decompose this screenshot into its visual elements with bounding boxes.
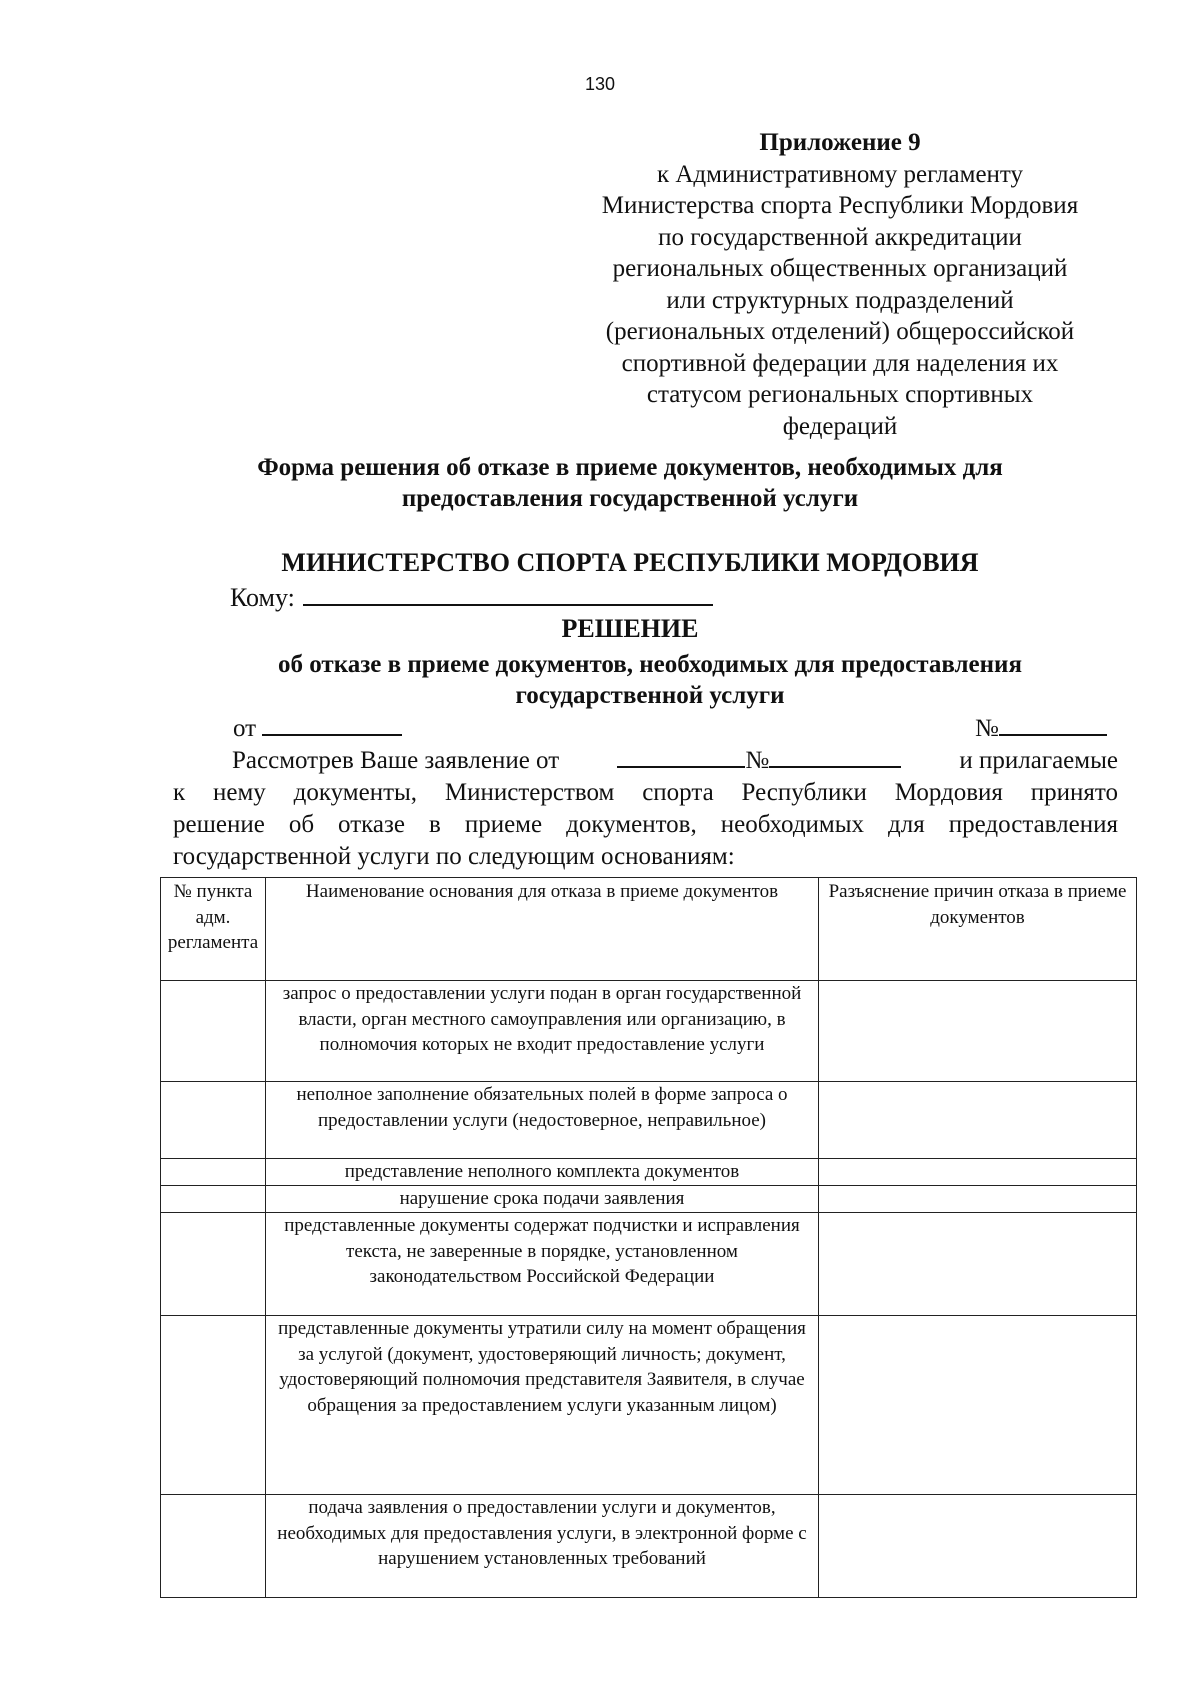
clause-number-cell[interactable] [161, 981, 266, 1082]
explanation-cell[interactable] [819, 1082, 1137, 1159]
form-title [170, 452, 1090, 514]
reason-cell: подача заявления о предоставлении услуги и документов, необходимых для предоставления услуги, в электронной форме с нарушением установленных требований [266, 1495, 819, 1598]
clause-number-cell[interactable] [161, 1186, 266, 1213]
clause-number-cell[interactable] [161, 1495, 266, 1598]
body-line: государственной услуги по следующим основаниям: [173, 843, 735, 870]
explanation-cell[interactable] [819, 1186, 1137, 1213]
number-blank[interactable] [999, 714, 1107, 736]
explanation-cell[interactable] [819, 1316, 1137, 1495]
reason-cell: представленные документы содержат подчистки и исправления текста, не заверенные в порядке, установленном законодательством Российской Федерации [266, 1213, 819, 1316]
application-number-blank[interactable] [769, 746, 901, 768]
appendix-block [560, 127, 1120, 442]
clause-number-cell[interactable] [161, 1316, 266, 1495]
table-row [161, 1495, 1137, 1598]
decision-title: РЕШЕНИЕ [561, 614, 699, 643]
recipient-line [230, 582, 713, 613]
reason-cell: представление неполного комплекта документов [266, 1159, 819, 1186]
body-line: решение об отказе в приеме документов, необходимых для предоставления [173, 811, 1118, 838]
table-row [161, 1082, 1137, 1159]
clause-number-cell[interactable] [161, 1082, 266, 1159]
reason-cell: представленные документы утратили силу на момент обращения за услугой (документ, удостоверяющий личность; документ, удостоверяющий полномочия представителя Заявителя, в случае обращения за предоставлением услуги указанным лицом) [266, 1316, 819, 1495]
appendix-line: Министерства спорта Республики Мордовия [601, 192, 1079, 219]
appendix-line: (региональных отделений) общероссийской [605, 318, 1075, 345]
clause-number-cell[interactable] [161, 1159, 266, 1186]
appendix-line: к Административному регламенту [656, 160, 1024, 188]
number-label: № [975, 715, 999, 742]
table-header-row [161, 878, 1137, 981]
table-row [161, 1159, 1137, 1186]
appendix-line: статусом региональных спортивных [646, 381, 1034, 408]
form-title-line: предоставления государственной услуги [401, 485, 859, 512]
appendix-line: по государственной аккредитации [658, 223, 1022, 251]
body-line [173, 745, 1118, 777]
reasons-table [160, 877, 1137, 1598]
form-title-line: Форма решения об отказе в приеме документов, необходимых для [257, 454, 1003, 481]
reason-cell: неполное заполнение обязательных полей в форме запроса о предоставлении услуги (недостоверное, неправильное) [266, 1082, 819, 1159]
appendix-line: федераций [782, 412, 898, 440]
date-line [233, 714, 402, 743]
recipient-label: Кому: [230, 583, 295, 612]
reason-cell: нарушение срока подачи заявления [266, 1186, 819, 1213]
appendix-line: спортивной федерации для наделения их [621, 349, 1059, 377]
date-label: от [233, 715, 257, 742]
body-text-part: и прилагаемые [959, 747, 1118, 774]
body-paragraph [173, 745, 1118, 873]
decision-subtitle [200, 649, 1100, 711]
decision-subtitle-line: об отказе в приеме документов, необходимых для предоставления [278, 651, 1022, 678]
ministry-name: МИНИСТЕРСТВО СПОРТА РЕСПУБЛИКИ МОРДОВИЯ [281, 548, 979, 577]
explanation-cell[interactable] [819, 981, 1137, 1082]
date-blank[interactable] [262, 714, 402, 736]
reason-cell: запрос о предоставлении услуги подан в орган государственной власти, орган местного самоуправления или организацию, в полномочия которых не входит предоставление услуги [266, 981, 819, 1082]
application-date-blank[interactable] [617, 746, 745, 768]
recipient-blank[interactable] [303, 582, 713, 606]
table-row [161, 1316, 1137, 1495]
table-row [161, 1213, 1137, 1316]
header-cell: № пункта адм. регламента [161, 878, 266, 981]
explanation-cell[interactable] [819, 1495, 1137, 1598]
clause-number-cell[interactable] [161, 1213, 266, 1316]
appendix-title: Приложение 9 [759, 129, 921, 156]
decision-subtitle-line: государственной услуги [515, 682, 785, 709]
number-line [975, 714, 1107, 743]
explanation-cell[interactable] [819, 1159, 1137, 1186]
page-number: 130 [584, 74, 616, 94]
body-line: к нему документы, Министерством спорта Республики Мордовия принято [173, 779, 1118, 806]
application-ref [617, 745, 901, 777]
table-row [161, 1186, 1137, 1213]
body-text-part: № [745, 747, 770, 774]
explanation-cell[interactable] [819, 1213, 1137, 1316]
appendix-line: или структурных подразделений [666, 286, 1014, 314]
header-cell: Наименование основания для отказа в приеме документов [266, 878, 819, 981]
header-cell: Разъяснение причин отказа в приеме документов [819, 878, 1137, 981]
body-text-part: Рассмотрев Ваше заявление от [232, 747, 560, 774]
table-row [161, 981, 1137, 1082]
appendix-line: региональных общественных организаций [612, 255, 1068, 282]
